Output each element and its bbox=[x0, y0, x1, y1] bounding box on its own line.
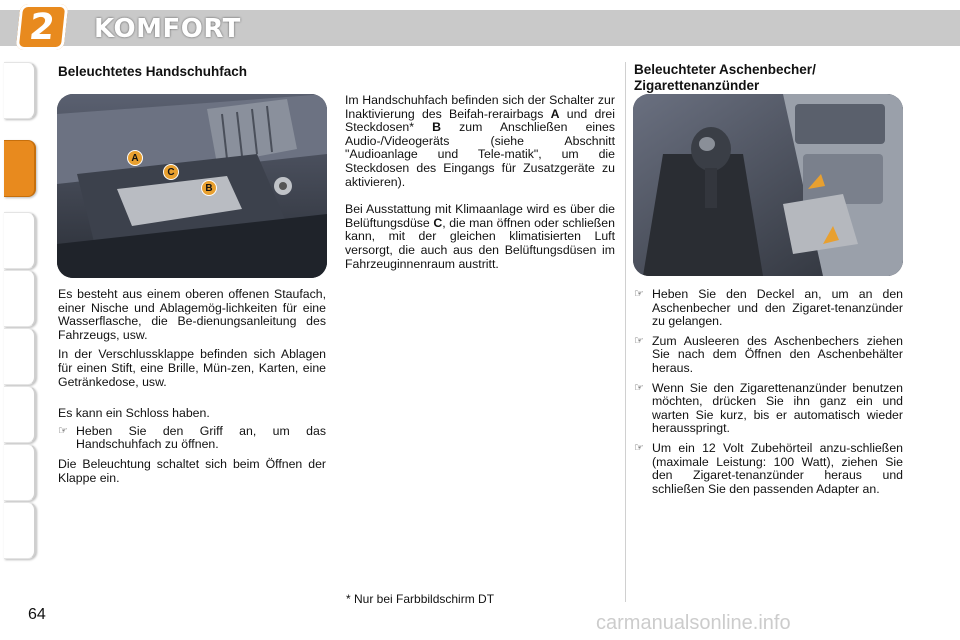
middle-p2-bold: C bbox=[433, 215, 443, 230]
ashtray-bullet-1 bbox=[634, 288, 903, 329]
chapter-tab-7[interactable] bbox=[4, 444, 36, 501]
label-c: C bbox=[163, 164, 179, 180]
glovebox-bullet-text: Heben Sie den Griff an, um das Handschuhfach zu öffnen. bbox=[76, 423, 326, 452]
ashtray-bullet-2 bbox=[634, 335, 903, 376]
glovebox-photo bbox=[57, 94, 327, 278]
heading-ashtray: Beleuchteter Aschenbecher/ Zigarettenanzünder bbox=[634, 62, 816, 93]
ashtray-bullet-text-3: Wenn Sie den Zigarettenanzünder benutzen möchten, drücken Sie ihn ganz ein und warten Sie kurz, bis er automatisch wieder herausspringt. bbox=[652, 380, 903, 436]
chapter-tab-2-active[interactable] bbox=[4, 140, 36, 197]
chapter-tabs bbox=[0, 62, 40, 578]
glovebox-text bbox=[58, 288, 326, 491]
middle-paragraph-2 bbox=[345, 203, 615, 271]
pointing-hand-icon: ☞ bbox=[58, 424, 68, 437]
ashtray-bullet-text-4: Um ein 12 Volt Zubehörteil anzu-schließen (maximale Leistung: 100 Watt), ziehen Sie den Zigaret-tenanzünder heraus und schließen Sie den passenden Adapter an. bbox=[652, 440, 903, 496]
chapter-tab-8[interactable] bbox=[4, 502, 36, 559]
middle-text bbox=[345, 94, 615, 277]
watermark-link[interactable]: carmanualsonline.info bbox=[596, 612, 791, 634]
ashtray-bullet-4 bbox=[634, 442, 903, 496]
heading-glovebox: Beleuchtetes Handschuhfach bbox=[58, 64, 248, 79]
ashtray-bullet-text-2: Zum Ausleeren des Aschenbechers ziehen Sie nach dem Öffnen den Aschenbehälter heraus. bbox=[652, 333, 903, 375]
middle-p2-part-b: , die man öffnen oder schließen kann, mit der gleichen klimatisierten Luft versorgt, die auch aus den Belüftungsdüsen im Fahrzeuginnenraum austritt. bbox=[345, 215, 615, 271]
glovebox-illustration bbox=[57, 94, 327, 278]
chapter-tab-4[interactable] bbox=[4, 270, 36, 327]
chapter-title: KOMFORT bbox=[94, 14, 241, 44]
middle-p1-part-a: Im Handschuhfach befinden sich der Schalter zur Inaktivierung des Beifah-rerairbags bbox=[345, 93, 615, 121]
middle-p1-bold-b: B bbox=[432, 120, 442, 135]
column-divider bbox=[625, 62, 626, 602]
middle-p2-part-a: Bei Ausstattung mit Klimaanlage wird es über die Belüftungsdüse bbox=[345, 202, 615, 230]
label-b: B bbox=[201, 180, 217, 196]
ashtray-bullet-3 bbox=[634, 382, 903, 436]
ashtray-photo bbox=[633, 94, 903, 276]
middle-p1-bold-a: A bbox=[550, 106, 560, 121]
glovebox-paragraph-4: Die Beleuchtung schaltet sich beim Öffnen der Klappe ein. bbox=[58, 456, 326, 485]
glovebox-paragraph-3: Es kann ein Schloss haben. bbox=[58, 406, 210, 421]
chapter-number-badge: 2 bbox=[16, 4, 69, 50]
pointing-hand-icon: ☞ bbox=[634, 441, 644, 454]
label-a: A bbox=[127, 150, 143, 166]
pointing-hand-icon: ☞ bbox=[634, 334, 644, 347]
middle-paragraph-1 bbox=[345, 94, 615, 189]
ashtray-text bbox=[634, 288, 903, 502]
pointing-hand-icon: ☞ bbox=[634, 381, 644, 394]
page-header bbox=[0, 0, 960, 52]
chapter-tab-6[interactable] bbox=[4, 386, 36, 443]
glovebox-paragraph-1: Es besteht aus einem oberen offenen Staufach, einer Nische und Ablagemög-lichkeiten für eine Wasserflasche, die Be-dienungsanleitung des Fahrzeugs, usw. bbox=[58, 287, 326, 342]
glovebox-paragraph-2: In der Verschlussklappe befinden sich Ablagen für einen Stift, eine Brille, Mün-zen, Karten, eine Getränkedose, usw. bbox=[58, 347, 326, 389]
ashtray-illustration bbox=[633, 94, 903, 276]
page-number: 64 bbox=[28, 606, 46, 623]
footnote: * Nur bei Farbbildschirm DT bbox=[346, 592, 495, 606]
chapter-tab-1[interactable] bbox=[4, 62, 36, 119]
glovebox-bullet bbox=[58, 425, 326, 452]
chapter-tab-5[interactable] bbox=[4, 328, 36, 385]
ashtray-bullet-text-1: Heben Sie den Deckel an, um an den Aschenbecher und den Zigaret-tenanzünder zu gelangen. bbox=[652, 287, 903, 329]
middle-p1-part-b: und drei Steckdosen* bbox=[345, 106, 616, 135]
middle-p1-part-c: zum Anschließen eines Audio-/Videogeräts (siehe Abschnitt "Audioanlage und Tele-matik", um die Steckdosen des Eingangs für Zusatzgeräte zu aktivieren). bbox=[345, 120, 615, 189]
chapter-tab-3[interactable] bbox=[4, 212, 36, 269]
pointing-hand-icon: ☞ bbox=[634, 288, 644, 300]
